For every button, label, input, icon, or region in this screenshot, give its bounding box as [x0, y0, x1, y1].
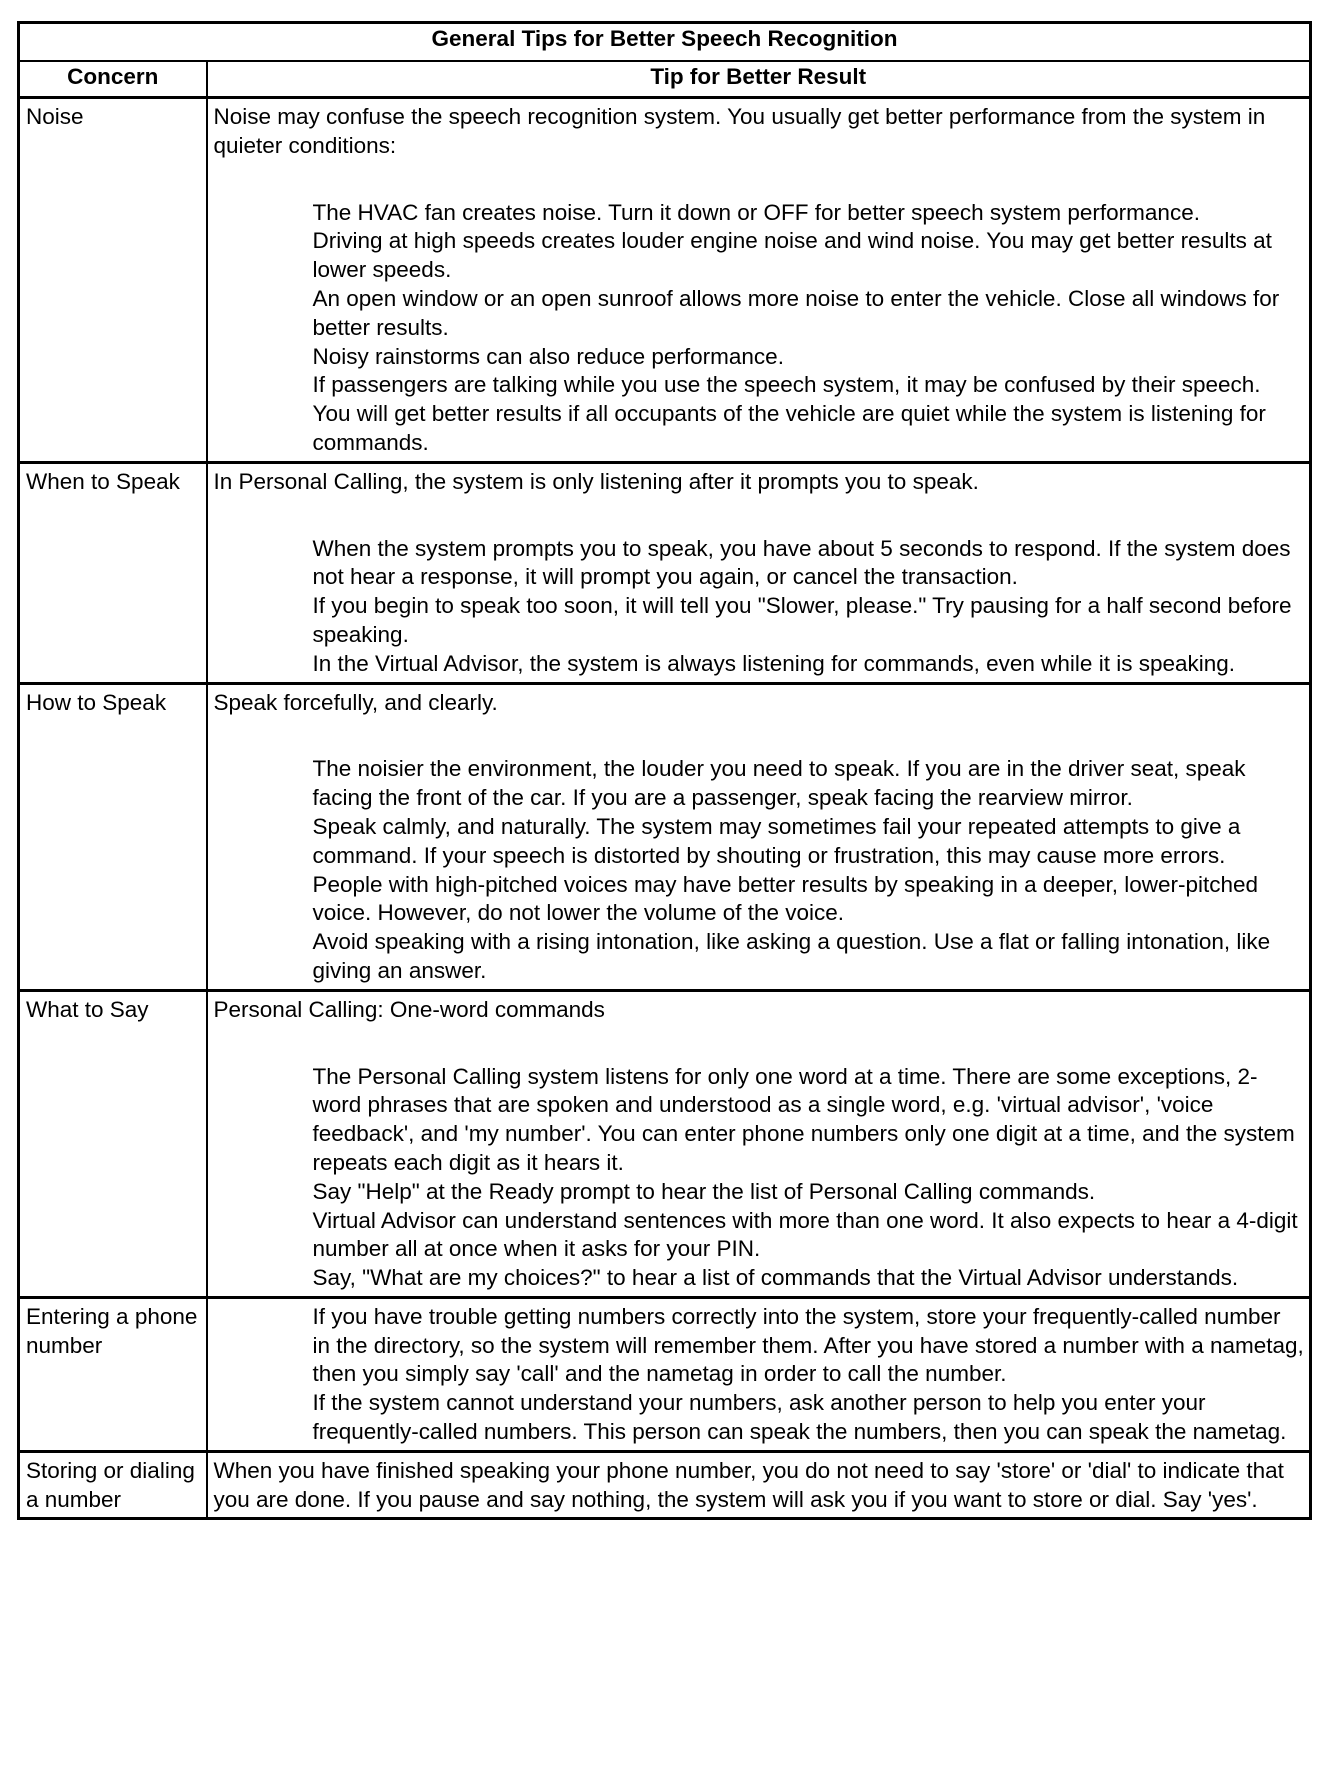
tip-cell: [207, 990, 1311, 1297]
tip-cell: [207, 683, 1311, 990]
tip-item: Say, "What are my choices?" to hear a list of commands that the Virtual Advisor understands.: [312, 1265, 1239, 1291]
table-row: [19, 98, 1311, 463]
tip-item: Virtual Advisor can understand sentences with more than one word. It also expects to hear a 4-digit number all at once when it asks for your PIN.: [312, 1207, 1298, 1262]
tip-item: If the system cannot understand your numbers, ask another person to help you enter your frequently-called numbers. This person can speak the numbers, then you can speak the nametag.: [312, 1390, 1287, 1445]
tip-item: Speak calmly, and naturally. The system may sometimes fail your repeated attempts to give a command. If your speech is distorted by shouting or frustration, this may cause more errors.: [312, 813, 1241, 868]
table-row: [19, 462, 1311, 683]
tip-item: The Personal Calling system listens for only one word at a time. There are some exceptions, 2-word phrases that are spoken and understood as a single word, e.g. 'virtual advisor', 'voice feedback', and 'my number'. You can enter phone numbers only one digit at a time, and the system repeats each digit as it hears it.: [312, 1063, 1295, 1175]
tip-intro: When you have finished speaking your phone number, you do not need to say 'store' or 'dial' to indicate that you are done. If you pause and say nothing, the system will ask you if you want to store or dial. Say 'yes'.: [213, 1457, 1284, 1512]
concern-cell: How to Speak: [19, 683, 207, 990]
concern-cell: When to Speak: [19, 462, 207, 683]
concern-cell: What to Say: [19, 990, 207, 1297]
tip-cell: [207, 98, 1311, 463]
tip-item: When the system prompts you to speak, you have about 5 seconds to respond. If the system does not hear a response, it will prompt you again, or cancel the transaction.: [312, 535, 1291, 590]
tip-item: People with high-pitched voices may have better results by speaking in a deeper, lower-pitched voice. However, do not lower the volume of the voice.: [312, 871, 1259, 926]
table-body: [19, 98, 1311, 1519]
column-header-concern: Concern: [19, 61, 207, 98]
tip-item: If you begin to speak too soon, it will tell you "Slower, please." Try pausing for a half second before speaking.: [312, 593, 1292, 647]
column-header-tip: Tip for Better Result: [207, 61, 1311, 98]
tip-list: [214, 199, 1305, 458]
tip-item: An open window or an open sunroof allows more noise to enter the vehicle. Close all windows for better results.: [312, 285, 1280, 340]
table-row: [19, 990, 1311, 1297]
tip-item: Avoid speaking with a rising intonation, like asking a question. Use a flat or falling intonation, like giving an answer.: [312, 929, 1271, 983]
tip-item: Driving at high speeds creates louder engine noise and wind noise. You may get better results at lower speeds.: [312, 228, 1272, 283]
tip-list: [214, 535, 1305, 679]
table-title: General Tips for Better Speech Recognition: [19, 23, 1311, 62]
tip-item: If passengers are talking while you use the speech system, it may be confused by their speech. You will get better results if all occupants of the vehicle are quiet while the system is listening for commands.: [312, 372, 1266, 455]
concern-cell: Noise: [19, 98, 207, 463]
table-row: [19, 1451, 1311, 1519]
tip-item: Say "Help" at the Ready prompt to hear the list of Personal Calling commands.: [312, 1178, 1096, 1204]
tip-cell: [207, 462, 1311, 683]
concern-cell: Storing or dialing a number: [19, 1451, 207, 1519]
table-row: [19, 683, 1311, 990]
tip-list: [214, 755, 1305, 985]
tip-item: The HVAC fan creates noise. Turn it down or OFF for better speech system performance.: [312, 199, 1200, 225]
tip-cell: [207, 1297, 1311, 1451]
concern-cell: Entering a phone number: [19, 1297, 207, 1451]
tip-item: If you have trouble getting numbers correctly into the system, store your frequently-called number in the directory, so the system will remember them. After you have stored a number with a nametag, then you simply say 'call' and the nametag in order to call the number.: [312, 1303, 1304, 1387]
speech-tips-table: [17, 21, 1312, 1520]
tip-item: Noisy rainstorms can also reduce performance.: [312, 343, 784, 369]
tip-intro: In Personal Calling, the system is only listening after it prompts you to speak.: [213, 468, 979, 494]
tip-item: In the Virtual Advisor, the system is always listening for commands, even while it is speaking.: [312, 650, 1236, 676]
tip-item: The noisier the environment, the louder you need to speak. If you are in the driver seat, speak facing the front of the car. If you are a passenger, speak facing the rearview mirror.: [312, 756, 1246, 811]
tip-intro: Speak forcefully, and clearly.: [213, 689, 498, 715]
tip-intro: Personal Calling: One-word commands: [213, 996, 605, 1022]
tip-list: [214, 1303, 1305, 1447]
tip-cell: [207, 1451, 1311, 1519]
tip-list: [214, 1063, 1305, 1293]
table-row: [19, 1297, 1311, 1451]
tip-intro: Noise may confuse the speech recognition system. You usually get better performance from the system in quieter conditions:: [213, 104, 1266, 158]
